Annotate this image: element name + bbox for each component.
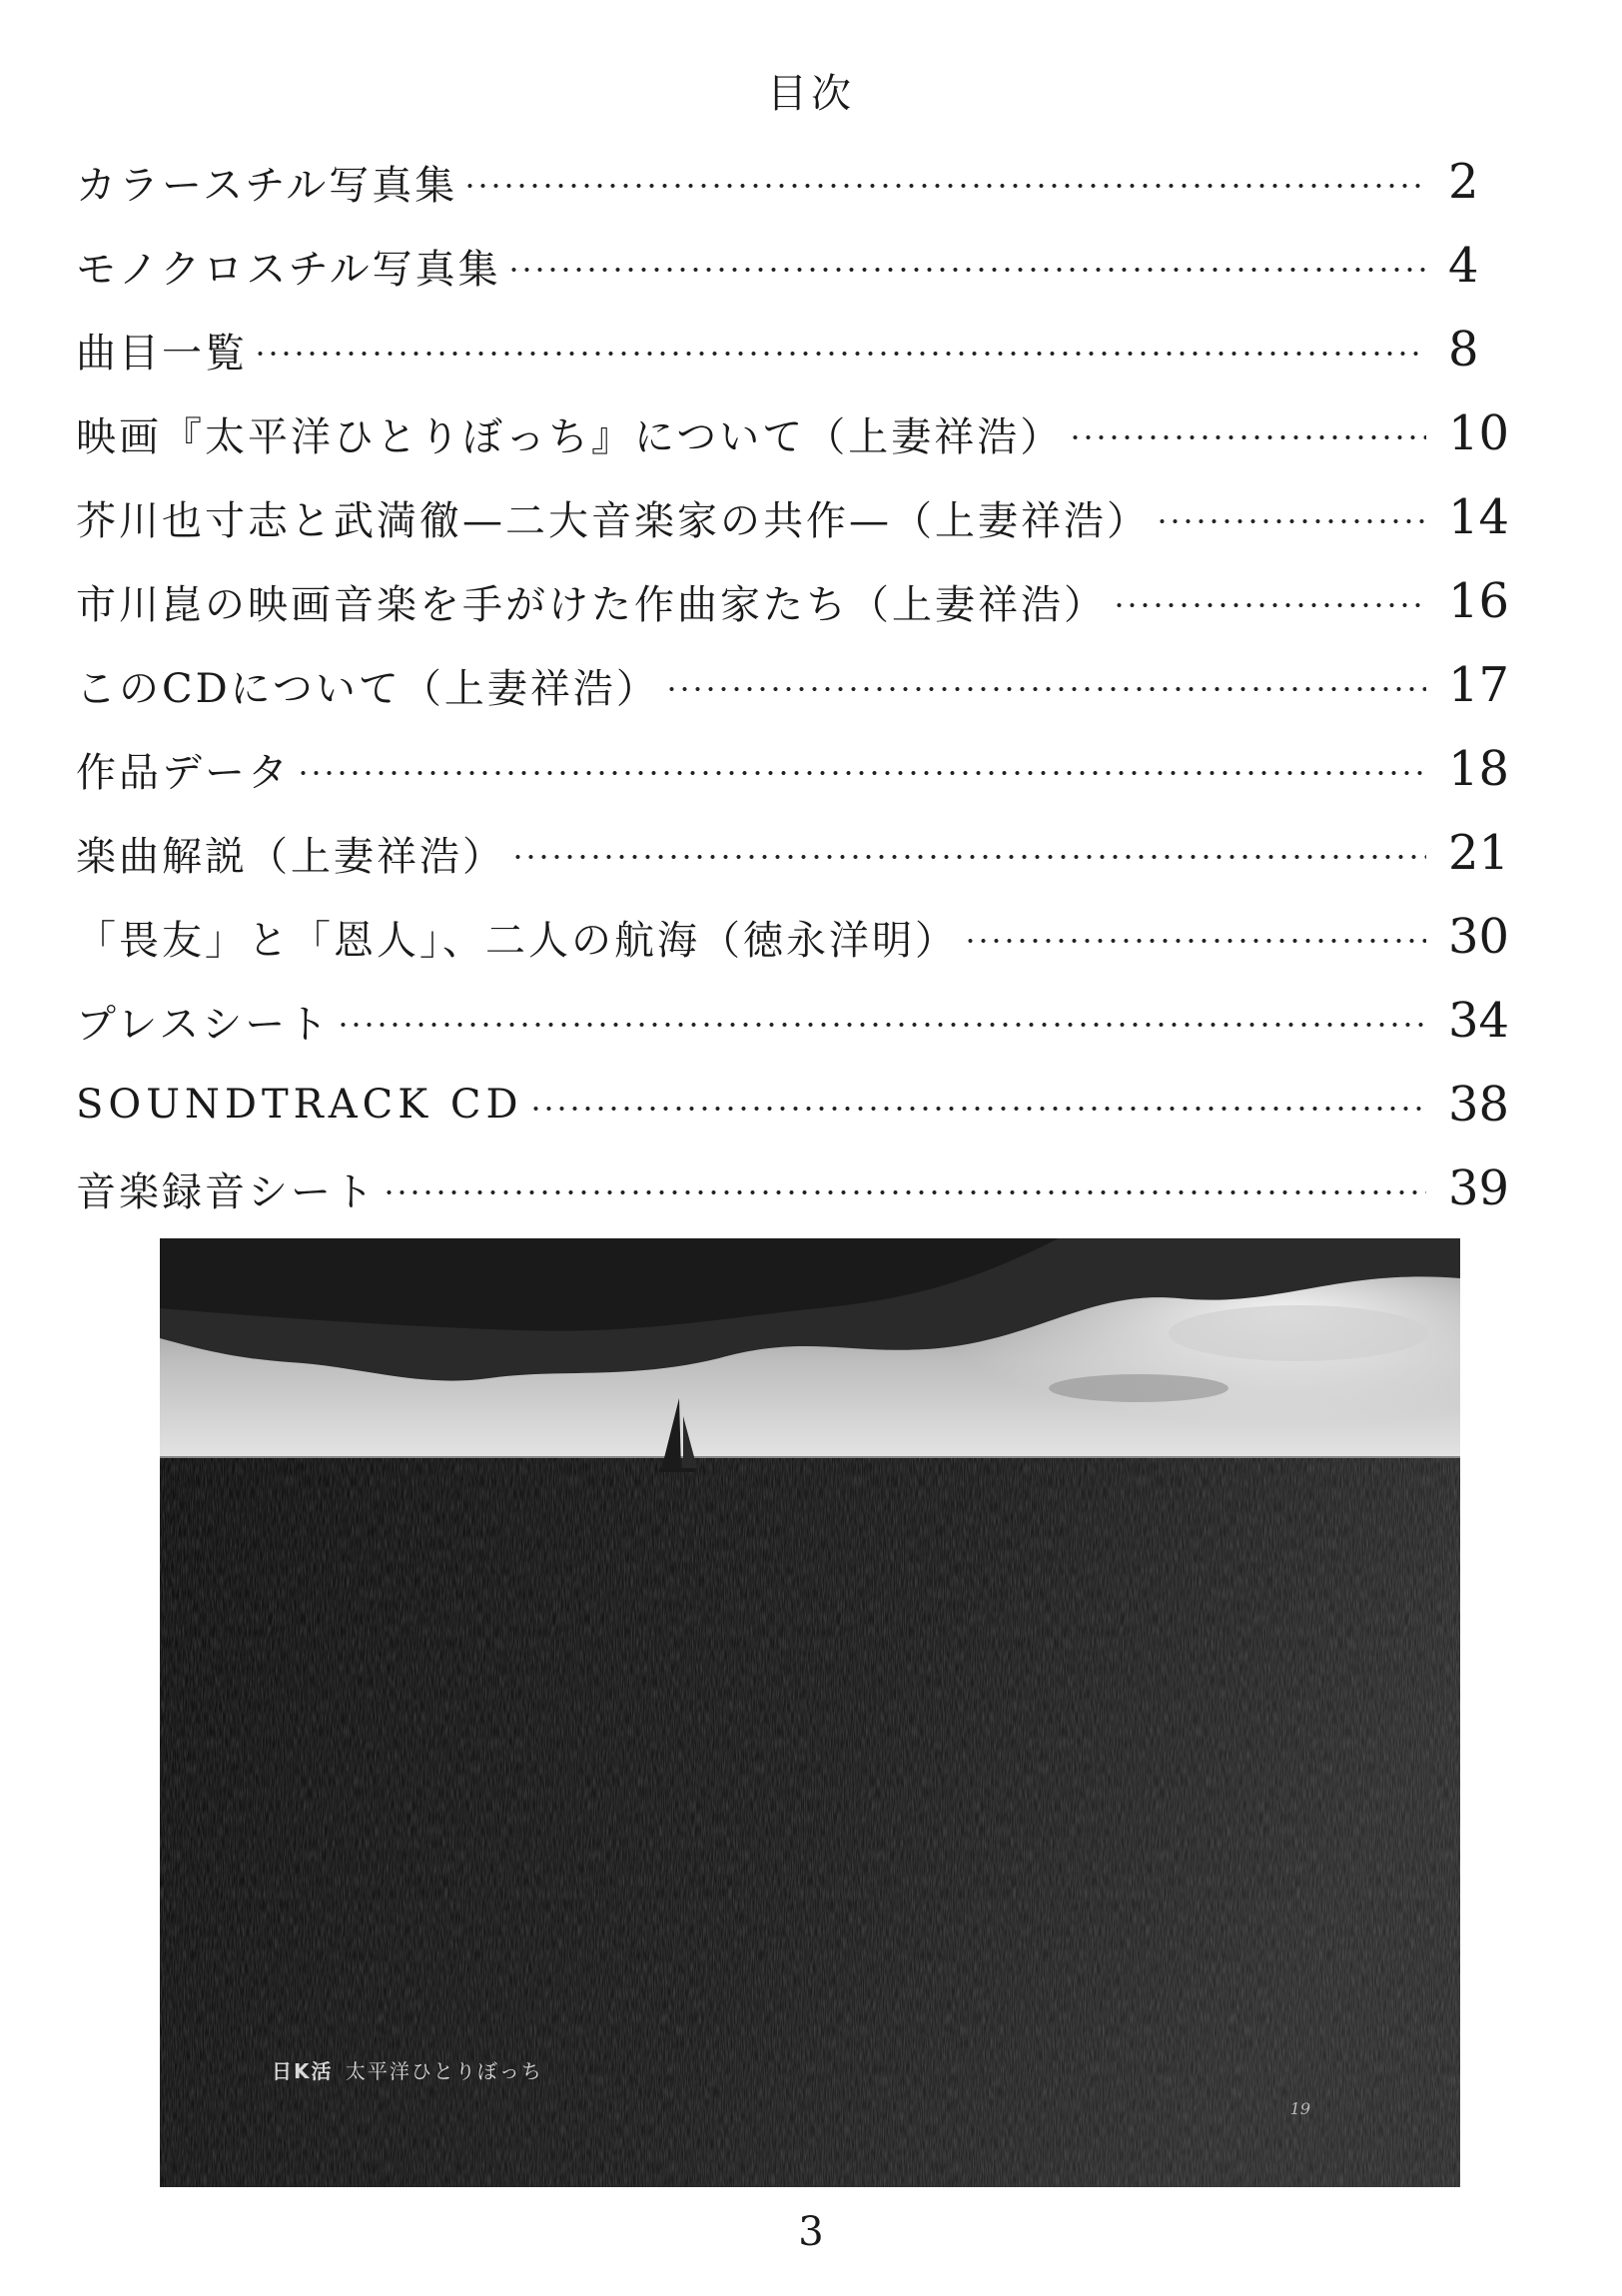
toc-entry-page: 34 bbox=[1448, 993, 1510, 1049]
toc-heading: 目次 bbox=[767, 71, 855, 117]
toc-entry[interactable] bbox=[76, 224, 1544, 308]
toc-entry-page: 30 bbox=[1448, 909, 1510, 965]
dot-leader bbox=[383, 1187, 1426, 1197]
dot-leader bbox=[254, 349, 1426, 359]
toc-entry-title: 市川崑の映画音楽を手がけた作曲家たち（上妻祥浩） bbox=[76, 581, 1107, 628]
toc-entry[interactable] bbox=[76, 727, 1544, 811]
toc-entry-title: 「畏友」と「恩人」、二人の航海（徳永洋明） bbox=[76, 917, 958, 964]
photo-image bbox=[160, 1238, 1460, 2187]
toc-entry-title: 楽曲解説（上妻祥浩） bbox=[76, 833, 505, 880]
toc-entry[interactable] bbox=[76, 1063, 1544, 1147]
toc-entry[interactable] bbox=[76, 391, 1544, 475]
toc-entry-title: モノクロスチル写真集 bbox=[76, 246, 501, 293]
toc-entry[interactable] bbox=[76, 1147, 1544, 1230]
dot-leader bbox=[297, 768, 1426, 778]
toc-entry[interactable] bbox=[76, 811, 1544, 895]
dot-leader bbox=[529, 1104, 1426, 1114]
photo-frame-number: 19 bbox=[1289, 2099, 1310, 2118]
dot-leader bbox=[463, 181, 1426, 191]
toc-entry-title: このCDについて（上妻祥浩） bbox=[76, 665, 659, 712]
toc-entry-title: プレスシート bbox=[76, 1001, 332, 1048]
toc-entry-title: カラースチル写真集 bbox=[76, 162, 458, 209]
dot-leader bbox=[1156, 516, 1426, 526]
toc-entry-title: 映画『太平洋ひとりぼっち』について（上妻祥浩） bbox=[76, 413, 1064, 460]
photo-caption-title: 太平洋ひとりぼっち bbox=[345, 2059, 543, 2083]
page-number: 3 bbox=[798, 2209, 824, 2255]
toc-entry-page: 16 bbox=[1448, 573, 1510, 629]
dot-leader bbox=[964, 936, 1426, 946]
light-cloud bbox=[1169, 1305, 1428, 1361]
dot-leader bbox=[1069, 432, 1426, 442]
dot-leader bbox=[507, 265, 1426, 275]
sailboat-ocean-photo bbox=[160, 1238, 1460, 2187]
toc-entry-title: 音楽録音シート bbox=[76, 1168, 377, 1215]
dot-leader bbox=[1113, 600, 1426, 610]
table-of-contents bbox=[76, 140, 1544, 1230]
dot-leader bbox=[511, 852, 1426, 862]
toc-entry-page: 18 bbox=[1448, 741, 1510, 797]
toc-entry-title: SOUNDTRACK CD bbox=[76, 1082, 523, 1128]
toc-entry[interactable] bbox=[76, 475, 1544, 559]
cloud-band bbox=[1049, 1374, 1228, 1402]
toc-entry[interactable] bbox=[76, 643, 1544, 727]
toc-entry-page: 10 bbox=[1448, 405, 1510, 461]
toc-entry[interactable] bbox=[76, 559, 1544, 643]
toc-entry[interactable] bbox=[76, 979, 1544, 1063]
toc-entry-page: 8 bbox=[1448, 322, 1479, 378]
toc-entry-title: 作品データ bbox=[76, 749, 291, 796]
toc-entry-page: 39 bbox=[1448, 1160, 1510, 1216]
toc-entry-page: 38 bbox=[1448, 1077, 1510, 1133]
dot-leader bbox=[665, 684, 1426, 694]
photo-caption bbox=[272, 2055, 543, 2084]
dot-leader bbox=[337, 1020, 1426, 1030]
toc-entry-title: 芥川也寸志と武満徹—二大音楽家の共作—（上妻祥浩） bbox=[76, 497, 1150, 544]
toc-entry-page: 21 bbox=[1448, 825, 1510, 881]
toc-entry-title: 曲目一覧 bbox=[76, 330, 248, 377]
toc-entry[interactable] bbox=[76, 140, 1544, 224]
toc-entry[interactable] bbox=[76, 895, 1544, 979]
studio-logo: 日K活 bbox=[272, 2059, 334, 2083]
toc-entry-page: 2 bbox=[1448, 154, 1479, 210]
toc-entry-page: 17 bbox=[1448, 657, 1510, 713]
toc-entry-page: 4 bbox=[1448, 238, 1479, 294]
toc-entry-page: 14 bbox=[1448, 489, 1510, 545]
toc-entry[interactable] bbox=[76, 308, 1544, 391]
